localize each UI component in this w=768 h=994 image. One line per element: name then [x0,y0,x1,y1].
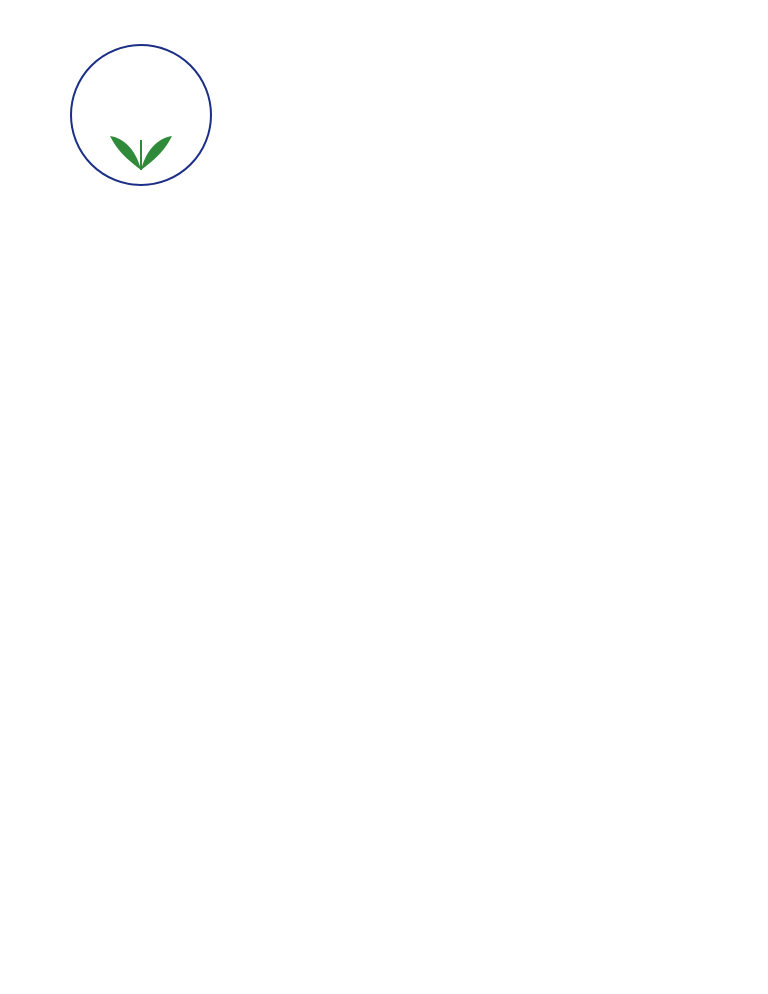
article-body [82,317,722,334]
association-logo [66,40,216,190]
